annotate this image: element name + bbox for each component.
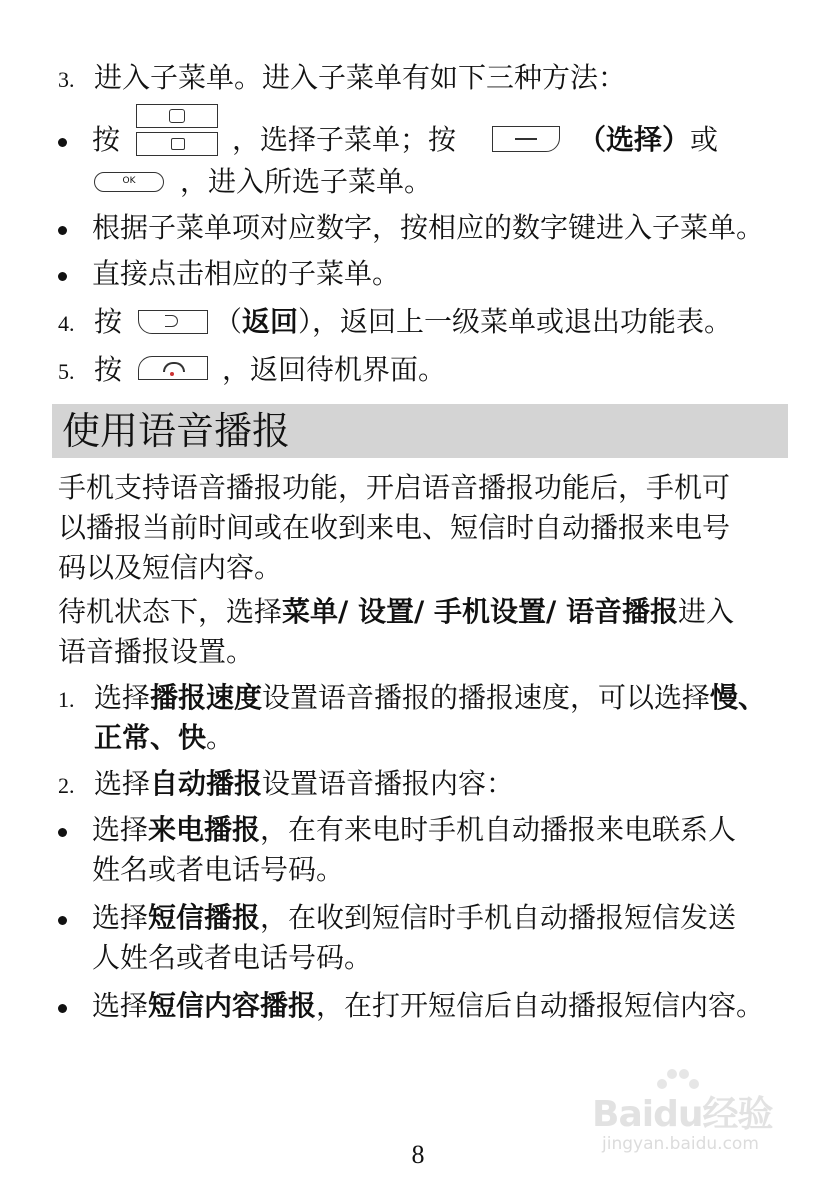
bullet (58, 1004, 67, 1013)
right-softkey-icon (138, 310, 208, 334)
page-number: 8 (411, 1140, 425, 1169)
bullet (58, 226, 67, 235)
ok-key-icon: OK (94, 172, 164, 192)
nav-up-key-icon (136, 104, 218, 128)
step-3: 3. 进入子菜单。进入子菜单有如下三种方法： (58, 61, 627, 94)
path-line-1: 待机状态下，选择菜单/ 设置/ 手机设置/ 语音播报进入 (58, 595, 734, 628)
path-line-2: 语音播报设置。 (58, 635, 255, 668)
item-1-line1: 1. 选择播报速度设置语音播报的播报速度，可以选择慢、 (58, 681, 767, 714)
bullet-call-line2: 姓名或者电话号码。 (92, 853, 345, 886)
bullet-sms-content: 选择短信内容播报，在打开短信后自动播报短信内容。 (92, 989, 765, 1022)
bullet (58, 138, 67, 147)
intro-line-3: 码以及短信内容。 (58, 551, 283, 584)
bullet (58, 272, 67, 281)
step-4-text: （返回），返回上一级菜单或退出功能表。 (214, 305, 733, 338)
bullet-sms-line1: 选择短信播报，在收到短信时手机自动播报短信发送 (92, 901, 737, 934)
step-5: 5. 按 (58, 353, 123, 386)
intro-line-2: 以播报当前时间或在收到来电、短信时自动播报来电号 (58, 511, 731, 544)
section-heading: 使用语音播报 (62, 409, 291, 453)
bullet (58, 916, 67, 925)
method-3: 直接点击相应的子菜单。 (92, 257, 401, 290)
method-1-line1: 按 (92, 123, 121, 156)
item-1-line2: 正常、快。 (94, 721, 235, 754)
item-2: 2. 选择自动播报设置语音播报内容： (58, 767, 515, 800)
baidu-watermark: Baidu经验 jingyan.baidu.com (592, 1064, 792, 1164)
bullet (58, 828, 67, 837)
method-1-select: （选择）或 (578, 123, 719, 156)
method-1-mid: ，选择子菜单；按 (232, 123, 457, 156)
step-4: 4. 按 (58, 305, 123, 338)
nav-key-stack (136, 104, 218, 156)
left-softkey-icon (492, 126, 560, 152)
end-call-key-icon (138, 356, 208, 380)
method-1-line2: ，进入所选子菜单。 (180, 165, 433, 198)
bullet-sms-line2: 人姓名或者电话号码。 (92, 941, 373, 974)
bullet-call-line1: 选择来电播报，在有来电时手机自动播报来电联系人 (92, 813, 737, 846)
nav-down-key-icon (136, 132, 218, 156)
step-5-text: ，返回待机界面。 (222, 353, 447, 386)
method-2: 根据子菜单项对应数字，按相应的数字键进入子菜单。 (92, 211, 765, 244)
intro-line-1: 手机支持语音播报功能，开启语音播报功能后，手机可 (58, 471, 731, 504)
